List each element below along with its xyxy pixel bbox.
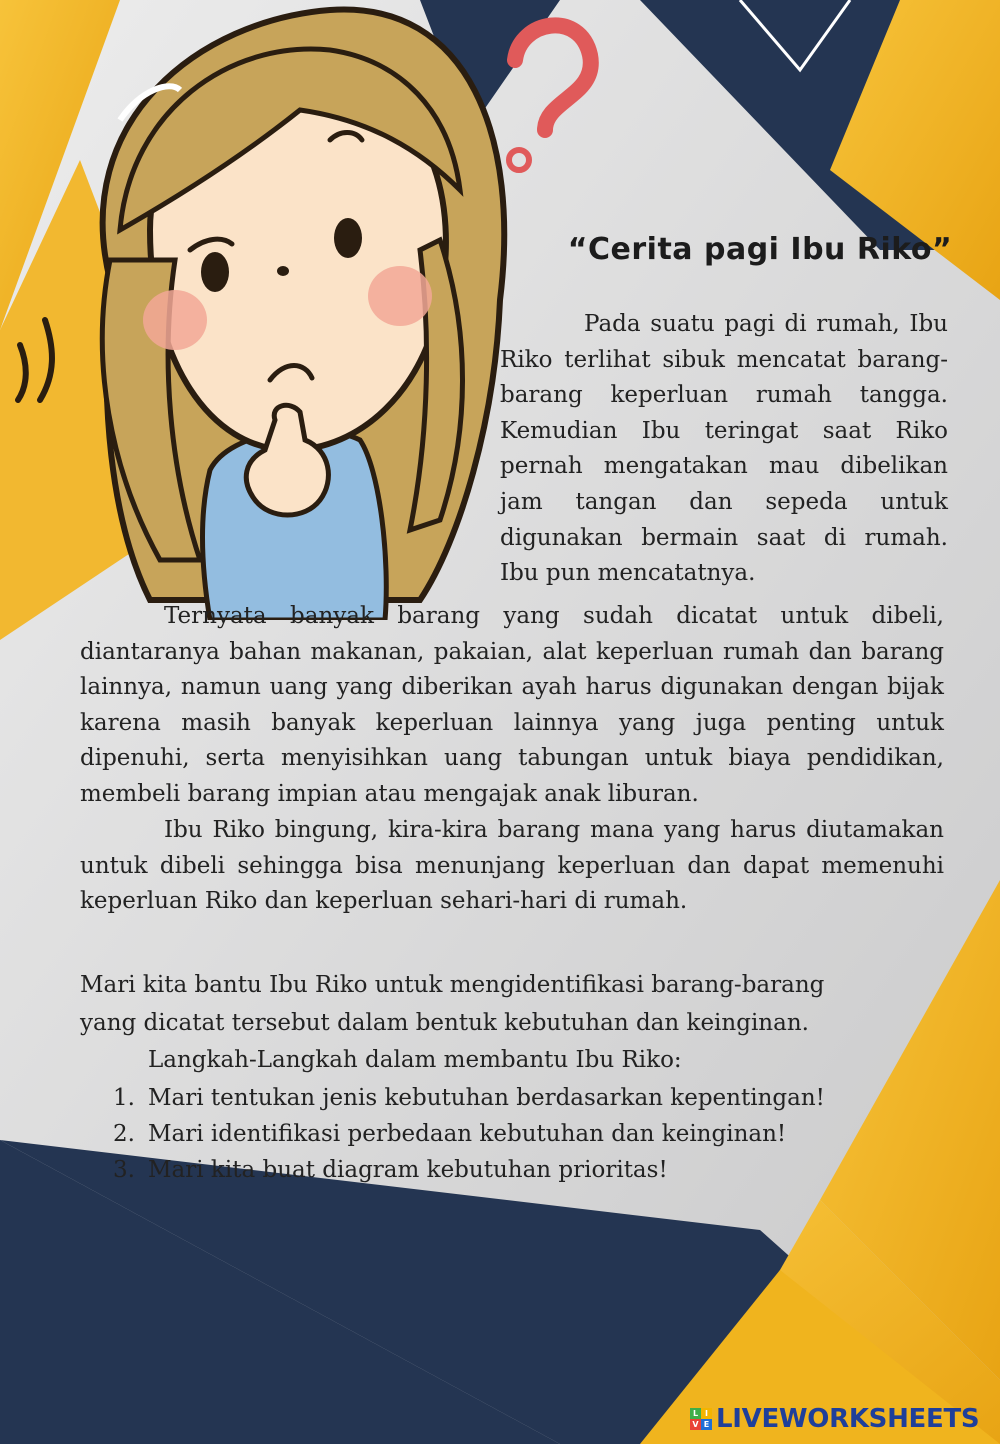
right-eye <box>334 218 362 258</box>
right-cheek <box>368 266 432 326</box>
paragraph-2: Ternyata banyak barang yang sudah dicatat untuk dibeli, diantaranya bahan makanan, pakaian, alat keperluan rumah dan barang lainnya, namun uang yang diberikan ayah harus digunakan dengan bijak karena masih banyak keperluan lainnya yang juga penting untuk dipenuhi, serta menyisihkan uang tabungan untuk biaya pendidikan, membeli barang impian atau mengajak anak liburan. <box>80 603 944 807</box>
question-mark-icon <box>509 25 591 170</box>
liveworksheets-logo[interactable] <box>690 1401 979 1437</box>
steps-intro: Langkah-Langkah dalam membantu Ibu Riko: <box>148 1047 682 1073</box>
paragraph-3: Ibu Riko bingung, kira-kira barang mana yang harus diutamakan untuk dibeli sehingga bisa menunjang keperluan dan dapat memenuhi keperluan Riko dan keperluan sehari-hari di rumah. <box>80 817 944 915</box>
liveworksheets-icon: L I V E <box>690 1408 712 1430</box>
list-item: 2. Mari identifikasi perbedaan kebutuhan dan keinginan! <box>113 1121 787 1147</box>
list-item: 1. Mari tentukan jenis kebutuhan berdasarkan kepentingan! <box>113 1085 825 1111</box>
left-eye <box>201 252 229 292</box>
left-cheek <box>143 290 207 350</box>
brand-name: LIVEWORKSHEETS <box>716 1404 980 1434</box>
story-title: “Cerita pagi Ibu Riko” <box>567 232 953 267</box>
paragraph-1: Pada suatu pagi di rumah, Ibu Riko terlihat sibuk mencatat barang-barang keperluan rumah tangga. Kemudian Ibu teringat saat Riko pernah mengatakan mau dibelikan jam tangan dan sepeda untuk digunakan bermain saat di rumah. Ibu pun mencatatnya. <box>500 311 948 587</box>
list-item: 3. Mari kita buat diagram kebutuhan prioritas! <box>113 1157 668 1183</box>
steps-list <box>80 1080 940 1188</box>
paragraph-4: Mari kita bantu Ibu Riko untuk mengidentifikasi barang-barang yang dicatat tersebut dalam bentuk kebutuhan dan keinginan. <box>80 972 825 1036</box>
